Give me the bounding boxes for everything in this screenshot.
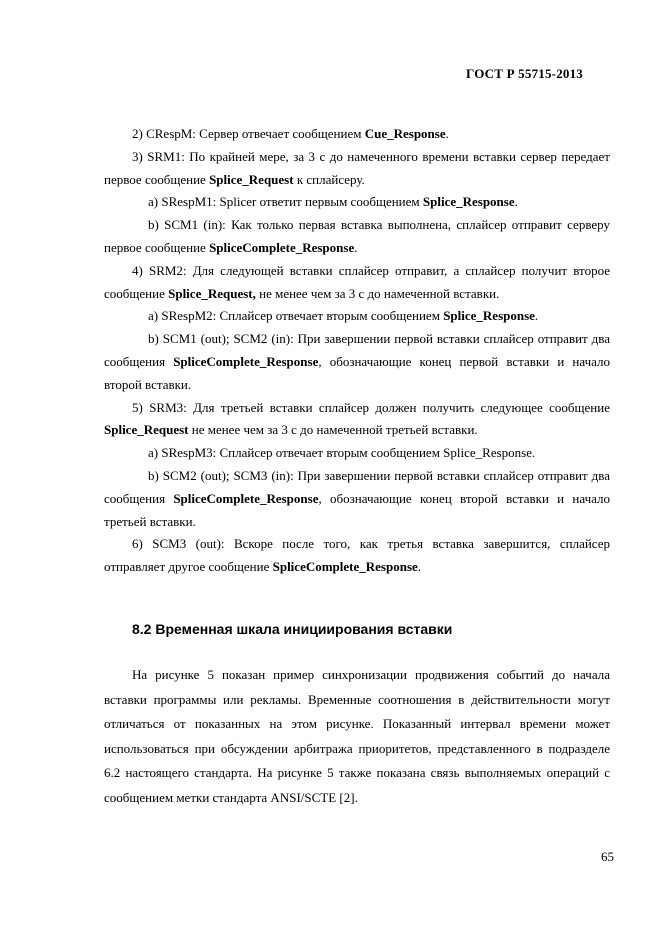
step-text: . — [354, 239, 358, 255]
page-number: 65 — [601, 849, 614, 864]
step-text: . — [514, 194, 518, 210]
step-paragraph — [104, 465, 610, 533]
step-paragraph — [104, 533, 610, 579]
section-body — [104, 663, 610, 810]
step-text: 4) SRM2: Для следующей вставки сплайсер отправит, а сплайсер получит второе сообщение — [104, 262, 610, 301]
steps-list — [104, 123, 610, 579]
step-paragraph — [104, 123, 610, 146]
step-text: b) SCM1 (out); SCM2 (in): При завершении первой вставки сплайсер отправит два сообщения — [104, 331, 610, 369]
step-message-name: SpliceComplete_Response — [209, 239, 355, 255]
step-message-name: Splice_Request — [209, 171, 294, 187]
step-text: . — [534, 308, 539, 324]
step-text: a) SRespM1: Splicer ответит первым сообщением — [148, 194, 423, 210]
step-paragraph — [104, 328, 610, 396]
step-paragraph — [104, 442, 610, 465]
document-header — [466, 66, 583, 82]
step-text: не менее чем за 3 с до намеченной третьей вставки. — [188, 422, 478, 438]
step-paragraph — [104, 260, 610, 306]
step-message-name: SpliceComplete_Response — [173, 353, 319, 369]
step-text: 6) SCM3 (out): Вскоре после того, как третья вставка завершится, сплайсер отправляет другое сообщение — [104, 536, 610, 575]
intro-paragraph: На рисунке 5 показан пример синхронизации продвижения событий до начала вставки программы или рекламы. Временные соотношения в действительности могут отличаться от показанных на этом рисунке. Показанный интервал времени может использоваться при обсуждении арбитража приоритетов, представленного в подразделе 6.2 настоящего стандарта. На рисунке 5 также показана связь выполняемых операций с сообщением метки стандарта ANSI/SCTE [2]. — [104, 667, 610, 805]
step-text: b) SCM1 (in): Как только первая вставка выполнена, сплайсер отправит серверу первое сообщение — [104, 217, 610, 255]
step-text: , обозначающие конец первой вставки и начало второй вставки. — [104, 353, 611, 392]
step-text: . — [445, 126, 449, 141]
step-paragraph — [104, 214, 610, 260]
step-paragraph — [104, 191, 610, 214]
step-text: к сплайсеру. — [293, 171, 365, 187]
step-message-name: Splice_Request, — [168, 285, 256, 301]
step-text: a) SRespM3: Сплайсер отвечает вторым сообщением Splice_Response. — [148, 445, 536, 461]
step-message-name: Cue_Response — [364, 126, 446, 141]
step-paragraph — [104, 146, 610, 192]
step-text: 5) SRM3: Для третьей вставки сплайсер должен получить следующее сообщение — [132, 399, 610, 415]
step-message-name: Splice_Request — [104, 422, 189, 438]
step-text: b) SCM2 (out); SCM3 (in): При завершении первой вставки сплайсер отправит два сообщения — [104, 467, 610, 506]
section-heading: 8.2 Временная шкала инициирования вставки — [132, 621, 453, 637]
step-message-name: Splice_Response — [422, 194, 515, 210]
step-message-name: SpliceComplete_Response — [272, 559, 418, 575]
step-paragraph — [104, 305, 610, 328]
step-message-name: SpliceComplete_Response — [173, 490, 319, 506]
step-text: не менее чем за 3 с до намеченной вставки. — [255, 285, 500, 301]
step-paragraph — [104, 397, 610, 443]
step-message-name: Splice_Response — [443, 308, 535, 324]
step-text: . — [417, 559, 422, 575]
step-text: , обозначающие конец второй вставки и начало третьей вставки. — [104, 490, 610, 529]
step-text: 2) CRespM: Сервер отвечает сообщением — [132, 126, 365, 141]
step-text: 3) SRM1: По крайней мере, за 3 с до намеченного времени вставки сервер передает первое сообщение — [104, 148, 610, 187]
standard-id: ГОСТ Р 55715-2013 — [466, 66, 583, 81]
step-text: a) SRespM2: Сплайсер отвечает вторым сообщением — [148, 308, 444, 324]
